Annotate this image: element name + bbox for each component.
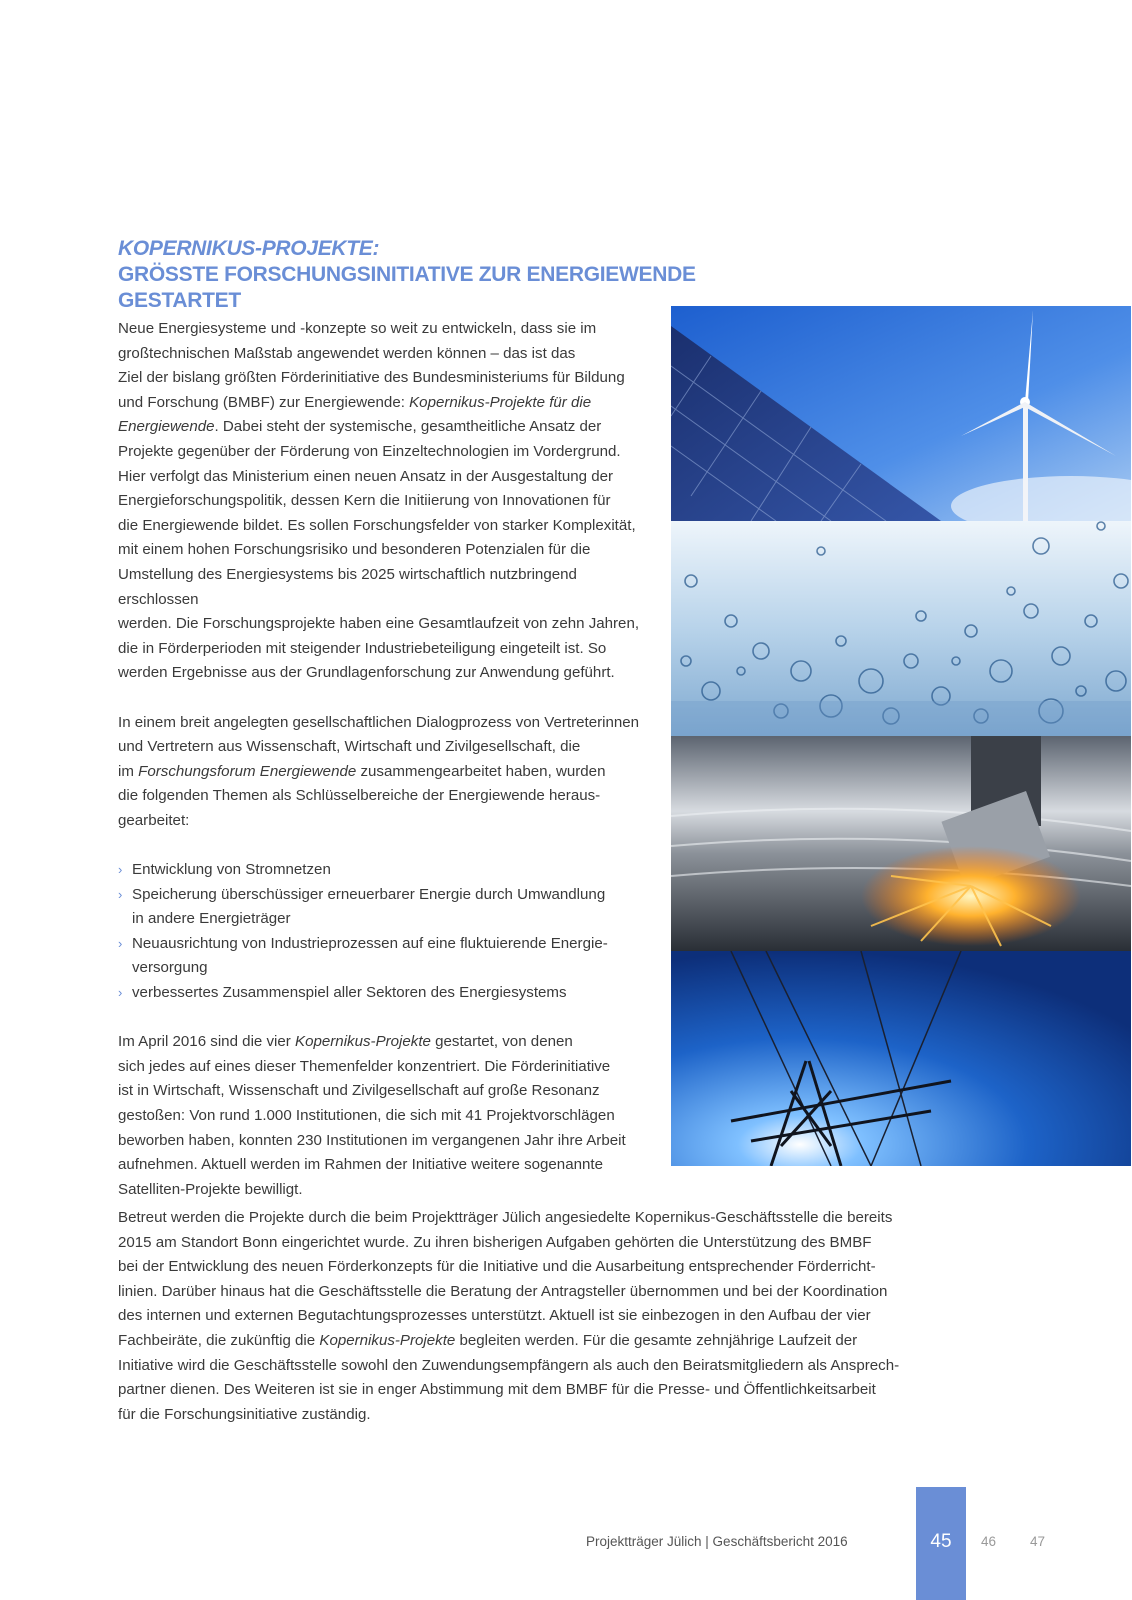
chevron-right-icon: › — [118, 862, 123, 878]
text-line: 2015 am Standort Bonn eingerichtet wurde. Zu ihren bisherigen Aufgaben gehörten die Unterstützung des BMBF — [118, 1233, 872, 1251]
article-heading — [118, 236, 818, 314]
text-line: Betreut werden die Projekte durch die beim Projektträger Jülich angesiedelte Kopernikus-Geschäftsstelle die bereits — [118, 1209, 893, 1226]
text-line: die folgenden Themen als Schlüsselbereiche der Energiewende heraus- — [118, 787, 601, 805]
text-emphasis: Forschungsforum Energiewende — [138, 762, 357, 780]
bubbles-photo — [671, 521, 1131, 736]
footer-publication: Projektträger Jülich | Geschäftsbericht 2016 — [586, 1534, 848, 1549]
text-line: linien. Darüber hinaus hat die Geschäftsstelle die Beratung der Antragsteller übernommen und bei der Koordination — [118, 1282, 888, 1300]
heading-line-2: GRÖSSTE FORSCHUNGSINITIATIVE ZUR ENERGIEWENDE GESTARTET — [118, 263, 696, 312]
text-line: In einem breit angelegten gesellschaftlichen Dialogprozess von Vertreterinnen — [118, 713, 640, 731]
text-line: Satelliten-Projekte bewilligt. — [118, 1180, 303, 1198]
paragraph-office-text — [118, 1206, 918, 1427]
page-current[interactable] — [916, 1487, 966, 1600]
list-item — [118, 981, 658, 1006]
text-line: bei der Entwicklung des neuen Förderkonzepts für die Initiative und die Ausarbeitung entsprechender Förderricht- — [118, 1258, 876, 1276]
text-line: und Vertretern aus Wissenschaft, Wirtschaft und Zivilgesellschaft, die — [118, 738, 581, 756]
text-line: partner dienen. Des Weiteren ist sie in enger Abstimmung mit dem BMBF für die Presse- und Öffentlichkeitsarbeit — [118, 1381, 876, 1399]
text-line: die Energiewende bildet. Es sollen Forschungsfelder von starker Komplexität, — [118, 516, 636, 534]
text-line: und Forschung (BMBF) zur Energiewende: — [118, 393, 410, 411]
text-line: beworben haben, konnten 230 Institutionen im vergangenen Jahr ihre Arbeit — [118, 1131, 626, 1149]
page-link-47[interactable]: 47 — [1030, 1534, 1046, 1549]
text-line: zusammengearbeitet haben, wurden — [356, 762, 606, 780]
text-line: werden. Die Forschungsprojekte haben eine Gesamtlaufzeit von zehn Jahren, — [118, 615, 640, 633]
list-item — [118, 883, 658, 932]
text-line: mit einem hohen Forschungsrisiko und besonderen Potenzialen für die — [118, 541, 591, 559]
text-line: sich jedes auf eines dieser Themenfelder konzentriert. Die Förderinitiative — [118, 1057, 611, 1075]
list-item-text: Neuausrichtung von Industrieprozessen auf eine fluktuierende Energie- — [132, 934, 608, 952]
text-line: Fachbeiräte, die zukünftig die — [118, 1331, 320, 1349]
left-column — [118, 317, 658, 1202]
text-line: für die Forschungsinitiative zuständig. — [118, 1405, 371, 1423]
text-line: werden Ergebnisse aus der Grundlagenforschung zur Anwendung geführt. — [118, 664, 615, 682]
list-item-text: verbessertes Zusammenspiel aller Sektoren des Energiesystems — [132, 984, 567, 1002]
text-line: gearbeitet: — [118, 811, 190, 829]
text-emphasis: Kopernikus-Projekte — [295, 1033, 431, 1051]
text-line: Initiative wird die Geschäftsstelle sowohl den Zuwendungsempfängern als auch den Beiratsmitgliedern als Ansprech- — [118, 1356, 900, 1374]
text-line: die in Förderperioden mit steigender Industriebeteiligung eingeteilt ist. So — [118, 639, 607, 657]
text-line: Im April 2016 sind die vier — [118, 1033, 296, 1051]
page-link-46[interactable]: 46 — [981, 1534, 997, 1549]
list-item-text: versorgung — [132, 959, 208, 977]
text-emphasis: Kopernikus-Projekte für die — [409, 393, 592, 411]
page-number: 45 — [930, 1531, 952, 1552]
text-line: des internen und externen Begutachtungsprozesses unterstützt. Aktuell ist sie einbezogen in den Aufbau der vier — [118, 1307, 871, 1325]
paragraph-office — [118, 1206, 918, 1427]
heading-line-1: KOPERNIKUS-PROJEKTE: — [118, 237, 380, 260]
power-pylon-photo — [671, 951, 1131, 1166]
list-item — [118, 858, 658, 883]
industrial-machining-photo — [671, 736, 1131, 951]
image-strip — [671, 306, 1131, 1166]
text-line: . Dabei steht der systemische, gesamtheitliche Ansatz der — [214, 418, 602, 436]
solar-wind-photo — [671, 306, 1131, 521]
list-item — [118, 932, 658, 981]
text-line: gestoßen: Von rund 1.000 Institutionen, die sich mit 41 Projektvorschlägen — [118, 1107, 615, 1124]
text-line: aufnehmen. Aktuell werden im Rahmen der Initiative weitere sogenannte — [118, 1156, 603, 1174]
chevron-right-icon: › — [118, 935, 123, 951]
text-line: begleiten werden. Für die gesamte zehnjährige Laufzeit der — [455, 1331, 858, 1349]
text-line: Neue Energiesysteme und -konzepte so weit zu entwickeln, dass sie im — [118, 320, 597, 337]
text-line: Hier verfolgt das Ministerium einen neuen Ansatz in der Ausgestaltung der — [118, 467, 614, 485]
chevron-right-icon: › — [118, 886, 123, 902]
paragraph-start — [118, 1030, 658, 1202]
text-line: ist in Wirtschaft, Wissenschaft und Zivilgesellschaft auf große Resonanz — [118, 1082, 600, 1100]
paragraph-intro — [118, 317, 658, 686]
topic-list — [118, 858, 658, 1006]
text-line: großtechnischen Maßstab angewendet werden können – das ist das — [118, 344, 576, 362]
list-item-text: Entwicklung von Stromnetzen — [132, 861, 331, 879]
text-line: Projekte gegenüber der Förderung von Einzeltechnologien im Vordergrund. — [118, 442, 621, 460]
text-emphasis: Kopernikus-Projekte — [319, 1331, 456, 1349]
text-line: Umstellung des Energiesystems bis 2025 wirtschaftlich nutzbringend erschlossen — [118, 565, 577, 608]
list-item-text: in andere Energieträger — [132, 910, 291, 928]
text-line: im — [118, 762, 139, 780]
chevron-right-icon: › — [118, 985, 123, 1001]
text-line: Energieforschungspolitik, dessen Kern die Initiierung von Innovationen für — [118, 492, 611, 510]
list-item-text: Speicherung überschüssiger erneuerbarer Energie durch Umwandlung — [132, 885, 606, 903]
text-emphasis: Energiewende — [118, 418, 215, 436]
paragraph-dialog — [118, 711, 658, 834]
text-line: gestartet, von denen — [430, 1033, 573, 1051]
text-line: Ziel der bislang größten Förderinitiative des Bundesministeriums für Bildung — [118, 369, 625, 387]
